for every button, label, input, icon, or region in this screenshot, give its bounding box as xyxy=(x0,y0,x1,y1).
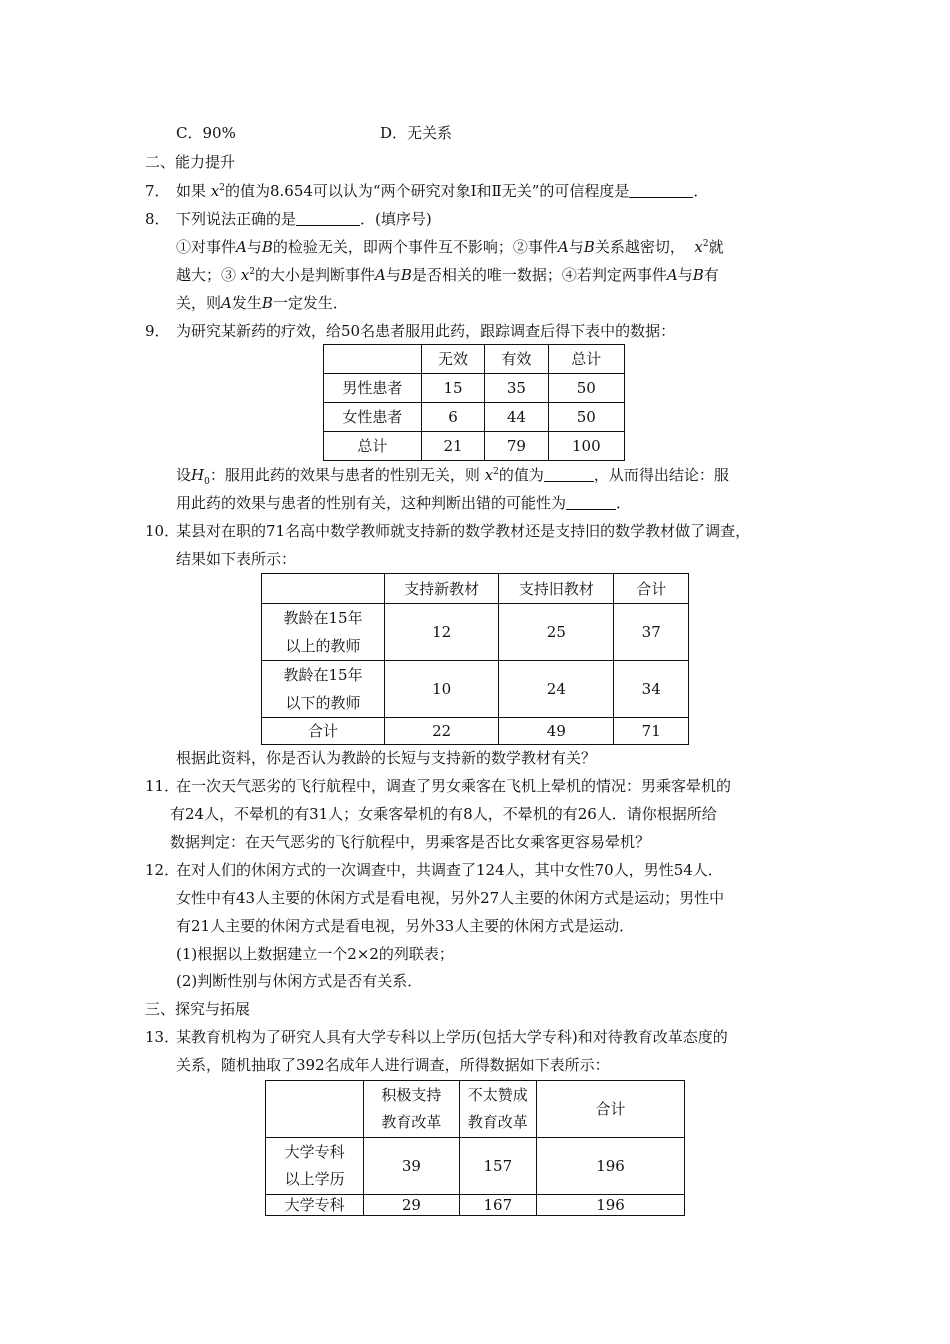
question-12-sub-2: (2)判断性别与休闲方式是否有关系． xyxy=(176,972,423,990)
question-number-9: 9． xyxy=(145,322,170,340)
question-11-line-2: 有24人，不晕机的有31人；女乘客晕机的有8人，不晕机的有26人．请你根据所给 xyxy=(170,805,717,823)
table-row: 合计 22 49 71 xyxy=(262,718,689,745)
question-12-line-1: 在对人们的休闲方式的一次调查中，共调查了124人，其中女性70人，男性54人． xyxy=(176,861,723,879)
question-8-line-3: 关，则A发生B一定发生． xyxy=(176,294,348,312)
option-d: D．无关系 xyxy=(380,124,453,142)
question-11-line-1: 在一次天气恶劣的飞行航程中，调查了男女乘客在飞机上晕机的情况：男乘客晕机的 xyxy=(176,777,732,795)
question-9-followup-1: 设$H_0$：服用此药的效果与患者的性别无关，则 $x^2$的值为 ，从而得出结论：服 xyxy=(176,466,729,487)
question-8-line-1: ①对事件A与B的检验无关，即两个事件互不影响；②事件A与B关系越密切， $x^2$就 xyxy=(176,238,724,256)
question-number-11: 11． xyxy=(145,777,180,795)
question-10-line-1: 某县对在职的71名高中数学教师就支持新的数学教材还是支持旧的数学教材做了调查， xyxy=(176,522,751,540)
answer-blank[interactable] xyxy=(544,467,594,482)
question-7: 如果 $x^2$的值为8.654可以认为“两个研究对象Ⅰ和Ⅱ无关”的可信程度是 ． xyxy=(176,182,709,200)
section-heading-3: 三、探究与拓展 xyxy=(145,1000,251,1018)
answer-blank[interactable] xyxy=(566,495,616,510)
table-header-row: 支持新教材 支持旧教材 合计 xyxy=(262,574,689,604)
question-9-followup-2: 用此药的效果与患者的性别有关，这种判断出错的可能性为 ． xyxy=(176,494,632,512)
question-10-followup: 根据此资料，你是否认为教龄的长短与支持新的数学教材有关？ xyxy=(176,749,597,767)
table-q13 xyxy=(265,1080,685,1216)
table-header-row: 积极支持 教育改革 不太赞成 教育改革 合计 xyxy=(266,1081,685,1138)
question-8-stem: 下列说法正确的是 ．(填序号) xyxy=(176,210,432,228)
question-number-8: 8． xyxy=(145,210,170,228)
table-header-row: 无效 有效 总计 xyxy=(324,345,625,374)
table-q10 xyxy=(261,573,689,745)
table-row: 教龄在15年 以上的教师 12 25 37 xyxy=(262,604,689,661)
question-13-line-1: 某教育机构为了研究人具有大学专科以上学历(包括大学专科)和对待教育改革态度的 xyxy=(176,1028,728,1046)
table-row: 大学专科 以上学历 39 157 196 xyxy=(266,1138,685,1195)
question-8-line-2: 越大；③ $x^2$的大小是判断事件A与B是否相关的唯一数据；④若判定两事件A与B有 xyxy=(176,266,719,284)
question-12-sub-1: (1)根据以上数据建立一个2×2的列联表； xyxy=(176,945,454,963)
question-number-12: 12． xyxy=(145,861,180,879)
question-12-line-2: 女性中有43人主要的休闲方式是看电视，另外27人主要的休闲方式是运动；男性中 xyxy=(176,889,725,907)
table-row: 总计 21 79 100 xyxy=(324,432,625,461)
table-row: 女性患者 6 44 50 xyxy=(324,403,625,432)
section-heading-2: 二、能力提升 xyxy=(145,153,236,171)
question-number-13: 13． xyxy=(145,1028,180,1046)
question-9-stem: 为研究某新药的疗效，给50名患者服用此药，跟踪调查后得下表中的数据： xyxy=(176,322,676,340)
table-row: 大学专科 29 167 196 xyxy=(266,1195,685,1216)
question-11-line-3: 数据判定：在天气恶劣的飞行航程中，男乘客是否比女乘客更容易晕机？ xyxy=(170,833,651,851)
table-row: 男性患者 15 35 50 xyxy=(324,374,625,403)
question-13-line-2: 关系，随机抽取了392名成年人进行调查，所得数据如下表所示： xyxy=(176,1056,610,1074)
question-number-10: 10． xyxy=(145,522,180,540)
table-row: 教龄在15年 以下的教师 10 24 34 xyxy=(262,661,689,718)
question-number-7: 7． xyxy=(145,182,170,200)
answer-blank[interactable] xyxy=(629,183,693,198)
option-c: C．90% xyxy=(176,124,236,142)
table-q9 xyxy=(323,344,625,461)
question-10-line-2: 结果如下表所示： xyxy=(176,550,297,568)
question-12-line-3: 有21人主要的休闲方式是看电视，另外33人主要的休闲方式是运动． xyxy=(176,917,635,935)
answer-blank[interactable] xyxy=(296,211,360,226)
